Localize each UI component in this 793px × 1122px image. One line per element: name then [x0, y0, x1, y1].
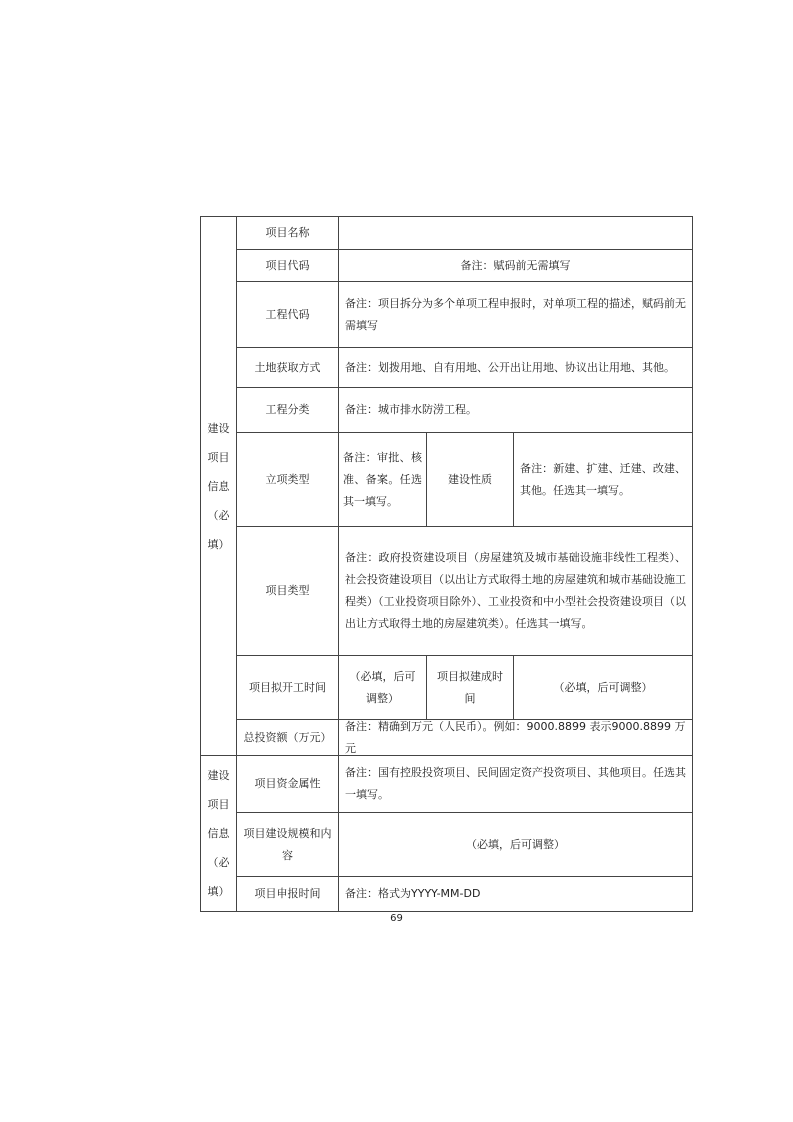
page-number: 69 [390, 913, 403, 924]
engineering-category-label: 工程分类 [265, 403, 310, 416]
fund-attribute-value: 备注：国有控股投资项目、民间固定资产投资项目、其他项目。任选其一填写。 [345, 766, 686, 801]
total-investment-label: 总投资额（万元） [243, 730, 332, 744]
construction-nature-label: 建设性质 [448, 472, 492, 486]
scale-content-value: （必填，后可调整） [466, 837, 565, 851]
land-method-value: 备注：划拨用地、自有用地、公开出让用地、协议出让用地、其他。 [345, 360, 675, 374]
section-label-1: 建设项目信息（必填） [207, 421, 230, 551]
engineering-code-label: 工程代码 [265, 307, 310, 321]
project-info-table [200, 216, 693, 912]
engineering-code-value: 备注：项目拆分为多个单项工程申报时，对单项工程的描述，赋码前无需填写 [345, 296, 686, 332]
approval-type-value: 备注：审批、核准、备案。任选其一填写。 [343, 450, 422, 508]
total-investment-value: 备注：精确到万元（人民币）。例如：9000.8899 表示9000.8899 万元 [345, 719, 686, 755]
fund-attribute-label: 项目资金属性 [254, 777, 321, 790]
planned-start-value: （必填，后可调整） [349, 669, 416, 705]
project-type-value: 备注：政府投资建设项目（房屋建筑及城市基础设施非线性工程类）、社会投资建设项目（以出让方式取得土地的房屋建筑和城市基础设施工程类）（工业投资项目除外）、工业投资和中小型社会投资建设项目（以出让方式取得土地的房屋建筑类）。任选其一填写。 [345, 551, 686, 630]
project-name-label: 项目名称 [265, 226, 310, 239]
declare-time-value: 备注：格式为YYYY-MM-DD [345, 887, 481, 900]
section-label-2: 建设项目信息（必填） [207, 769, 230, 898]
project-name-value [339, 217, 692, 249]
project-type-label: 项目类型 [265, 584, 310, 597]
engineering-category-value: 备注：城市排水防涝工程。 [345, 403, 477, 416]
construction-nature-value: 备注：新建、扩建、迁建、改建、其他。任选其一填写。 [520, 461, 686, 497]
land-method-label: 土地获取方式 [254, 360, 321, 374]
project-code-label: 项目代码 [265, 258, 310, 272]
planned-start-label: 项目拟开工时间 [249, 680, 326, 694]
planned-completion-value: （必填，后可调整） [553, 680, 653, 694]
declare-time-label: 项目申报时间 [254, 887, 321, 900]
scale-content-label: 项目建设规模和内容 [243, 826, 332, 862]
approval-type-label: 立项类型 [265, 472, 310, 486]
planned-completion-label: 项目拟建成时间 [437, 669, 503, 705]
project-code-value: 备注：赋码前无需填写 [460, 258, 571, 272]
